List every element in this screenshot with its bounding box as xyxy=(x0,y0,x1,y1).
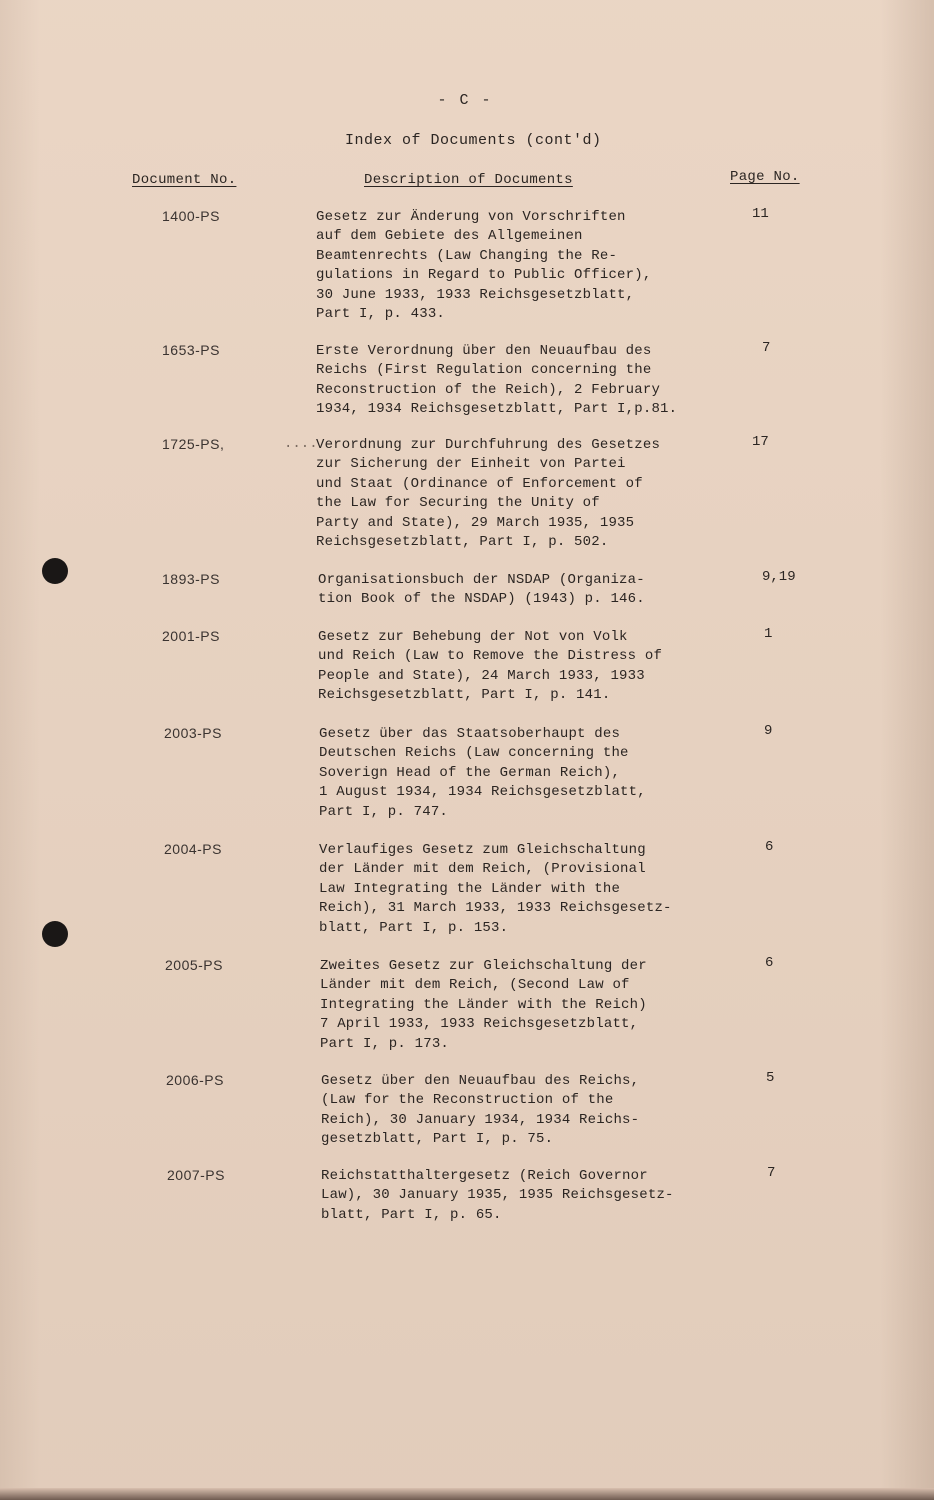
page-number: 11 xyxy=(752,206,769,222)
page-number: 7 xyxy=(767,1165,776,1181)
page-number: 1 xyxy=(764,626,773,642)
page-number: 7 xyxy=(762,340,771,356)
document-number: 2001-PS xyxy=(162,628,220,644)
document-description: Gesetz über das Staatsoberhaupt des Deutschen Reichs (Law concerning the Soverign Head of the German Reich), 1 August 1934, 1934 Reichsgesetzblatt, Part I, p. 747. xyxy=(319,726,646,820)
document-description: Reichstatthaltergesetz (Reich Governor Law), 30 January 1935, 1935 Reichsgesetz- blatt, Part I, p. 65. xyxy=(321,1168,674,1223)
page-number: 9 xyxy=(764,723,773,739)
column-header-page-no: Page No. xyxy=(730,169,800,185)
punch-hole-upper xyxy=(42,558,68,584)
page-marker: - C - xyxy=(437,92,493,109)
document-number: 2004-PS xyxy=(164,841,222,857)
column-header-document-no: Document No. xyxy=(132,172,237,188)
page-number: 6 xyxy=(765,955,774,971)
document-number: 1893-PS xyxy=(162,571,220,587)
page-bottom-edge xyxy=(0,1488,934,1500)
document-number: 2003-PS xyxy=(164,725,222,741)
document-number: 1653-PS xyxy=(162,342,220,358)
page-number: 5 xyxy=(766,1070,775,1086)
page-number: 17 xyxy=(752,434,769,450)
document-number: 1725-PS, xyxy=(162,436,225,452)
page-number: 9,19 xyxy=(762,569,796,585)
punch-hole-lower xyxy=(42,921,68,947)
document-number: 2006-PS xyxy=(166,1072,224,1088)
document-description: Gesetz zur Behebung der Not von Volk und Reich (Law to Remove the Distress of People and State), 24 March 1933, 1933 Reichsgesetzblatt, Part I, p. 141. xyxy=(318,629,663,704)
page-number: 6 xyxy=(765,839,774,855)
document-description: Zweites Gesetz zur Gleichschaltung der Länder mit dem Reich, (Second Law of Integrating the Länder with the Reich) 7 April 1933, 1933 Reichsgesetzblatt, Part I, p. 173. xyxy=(320,958,647,1052)
document-number: 1400-PS xyxy=(162,208,220,224)
leader-dots: .... xyxy=(284,436,318,452)
document-description: Verlaufiges Gesetz zum Gleichschaltung der Länder mit dem Reich, (Provisional Law Integrating the Länder with the Reich), 31 March 1933, 1933 Reichsgesetz- blatt, Part I, p. 153. xyxy=(319,842,672,936)
page-title: Index of Documents (cont'd) xyxy=(345,132,602,149)
document-number: 2007-PS xyxy=(167,1167,225,1183)
document-description: Erste Verordnung über den Neuaufbau des Reichs (First Regulation concerning the Reconstruction of the Reich), 2 February 1934, 1934 Reichsgesetzblatt, Part I,p.81. xyxy=(316,343,678,418)
document-description: Gesetz zur Änderung von Vorschriften auf dem Gebiete des Allgemeinen Beamtenrechts (Law Changing the Re- gulations in Regard to Public Officer), 30 June 1933, 1933 Reichsgesetzblatt, Part I, p. 433. xyxy=(316,209,652,323)
document-description: Organisationsbuch der NSDAP (Organiza- tion Book of the NSDAP) (1943) p. 146. xyxy=(318,572,645,608)
document-description: Verordnung zur Durchfuhrung des Gesetzes zur Sicherung der Einheit von Partei und Staat (Ordinance of Enforcement of the Law for Securing the Unity of Party and State), 29 March 1935, 1935 Reichsgesetzblatt, Part I, p. 502. xyxy=(316,437,661,551)
column-header-description: Description of Documents xyxy=(364,172,573,188)
document-number: 2005-PS xyxy=(165,957,223,973)
document-description: Gesetz über den Neuaufbau des Reichs, (Law for the Reconstruction of the Reich), 30 January 1934, 1934 Reichs- gesetzblatt, Part I, p. 75. xyxy=(321,1073,640,1148)
